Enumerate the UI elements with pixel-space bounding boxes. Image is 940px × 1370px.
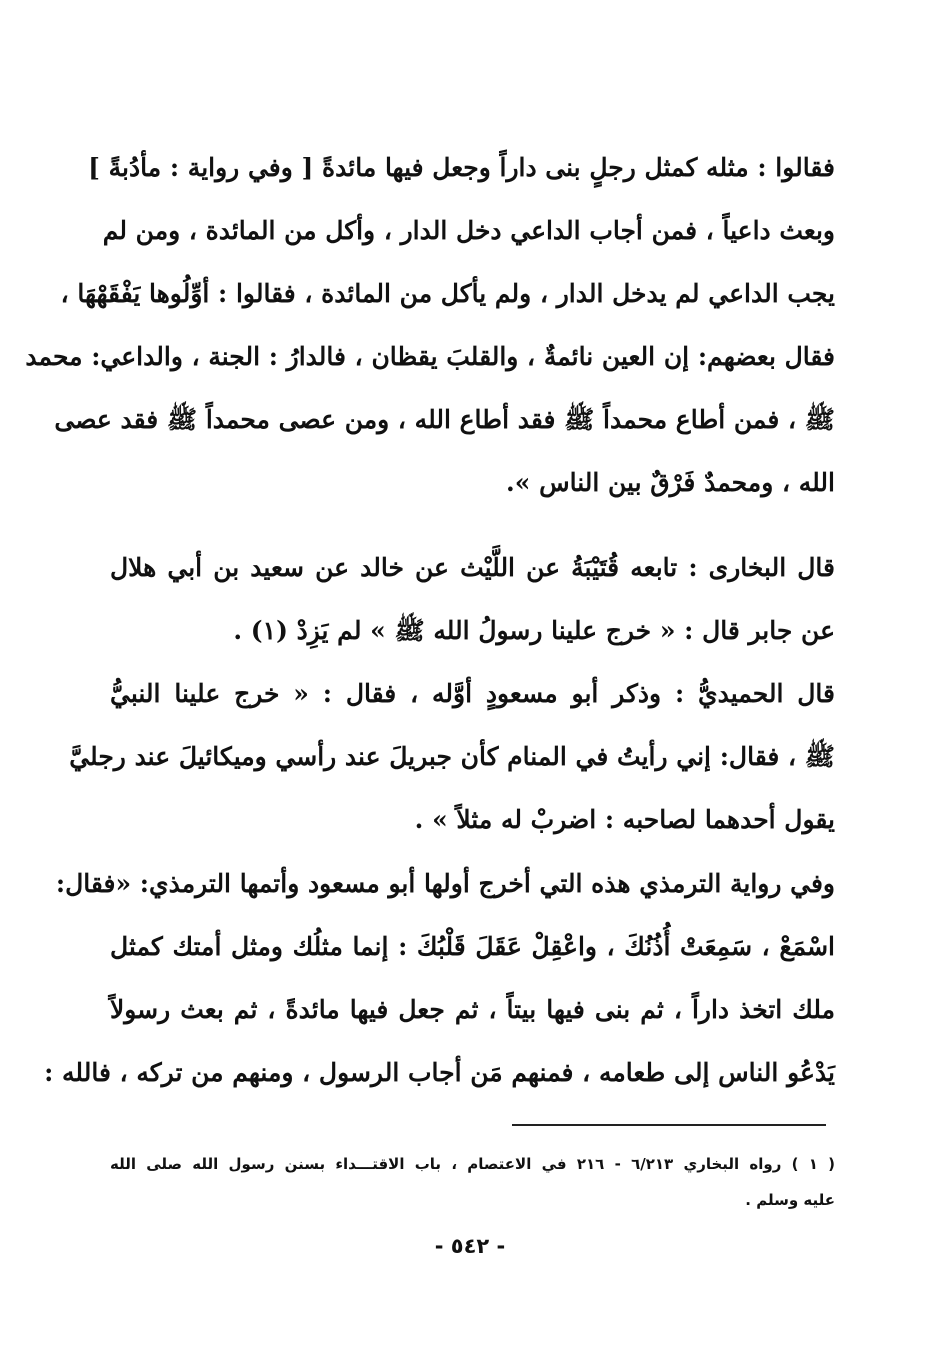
paragraph-3 (69, 662, 835, 851)
text-line: ﷺ ، فقال: إني رأيتُ في المنام كأن جبريلَ عند رأسي وميكائيلَ عند رجليَّ (69, 742, 835, 771)
text-line: فقالوا : مثله كمثل رجلٍ بنى داراً وجعل فيها مائدةً [ وفي رواية : مأدُبةً ] (88, 153, 835, 182)
paragraph-4 (44, 852, 835, 1104)
footnote-line: ( ١ ) رواه البخاري ٦/٢١٣ - ٢١٦ في الاعتصام ، باب الاقتـــداء بسنن رسول الله صلى الله (110, 1155, 835, 1173)
text-line: عن جابر قال : « خرج علينا رسولُ الله ﷺ » لم يَزِدْ (١) . (233, 616, 835, 645)
text-line: قال البخارى : تابعه قُتَيْبَةُ عن اللَّيْث عن خالد عن سعيد بن أبي هلال (110, 553, 835, 582)
text-line: فقال بعضهم: إن العين نائمةٌ ، والقلبَ يقظان ، فالدارُ : الجنة ، والداعي: محمد (25, 342, 835, 371)
text-line: وفي رواية الترمذي هذه التي أخرج أولها أبو مسعود وأتمها الترمذي: «فقال: (55, 869, 835, 898)
text-line: الله ، ومحمدٌ فَرْقٌ بين الناس ». (506, 468, 835, 497)
text-line: ملك اتخذ داراً ، ثم بنى فيها بيتاً ، ثم جعل فيها مائدةً ، ثم بعث رسولاً (110, 995, 835, 1024)
page-number: - ٥٤٢ - (434, 1234, 506, 1258)
footnote-divider (512, 1124, 826, 1126)
footnote-line: عليه وسلم . (745, 1191, 835, 1209)
paragraph-2 (110, 536, 835, 662)
text-line: قال الحميديُّ : وذكر أبو مسعودٍ أوَّله ، فقال : « خرج علينا النبيُّ (110, 679, 835, 708)
text-line: اسْمَعْ ، سَمِعَتْ أُذُنُكَ ، واعْقِلْ عَقَلَ قَلْبُكَ : إنما مثلُك ومثل أمتك كمثل (110, 932, 835, 961)
paragraph-1 (25, 136, 835, 514)
footnote (110, 1146, 835, 1218)
text-line: يجب الداعي لم يدخل الدار ، ولم يأكل من المائدة ، فقالوا : أوِّلُوها يَفْقَهْهَا ، (60, 279, 835, 308)
text-line: يَدْعُو الناس إلى طعامه ، فمنهم مَن أجاب الرسول ، ومنهم من تركه ، فالله : (44, 1058, 835, 1087)
text-line: وبعث داعياً ، فمن أجاب الداعي دخل الدار ، وأكل من المائدة ، ومن لم (102, 216, 835, 245)
text-line: ﷺ ، فمن أطاع محمداً ﷺ فقد أطاع الله ، ومن عصى محمداً ﷺ فقد عصى (54, 405, 835, 434)
text-line: يقول أحدهما لصاحبه : اضربْ له مثلاً » . (414, 805, 835, 834)
